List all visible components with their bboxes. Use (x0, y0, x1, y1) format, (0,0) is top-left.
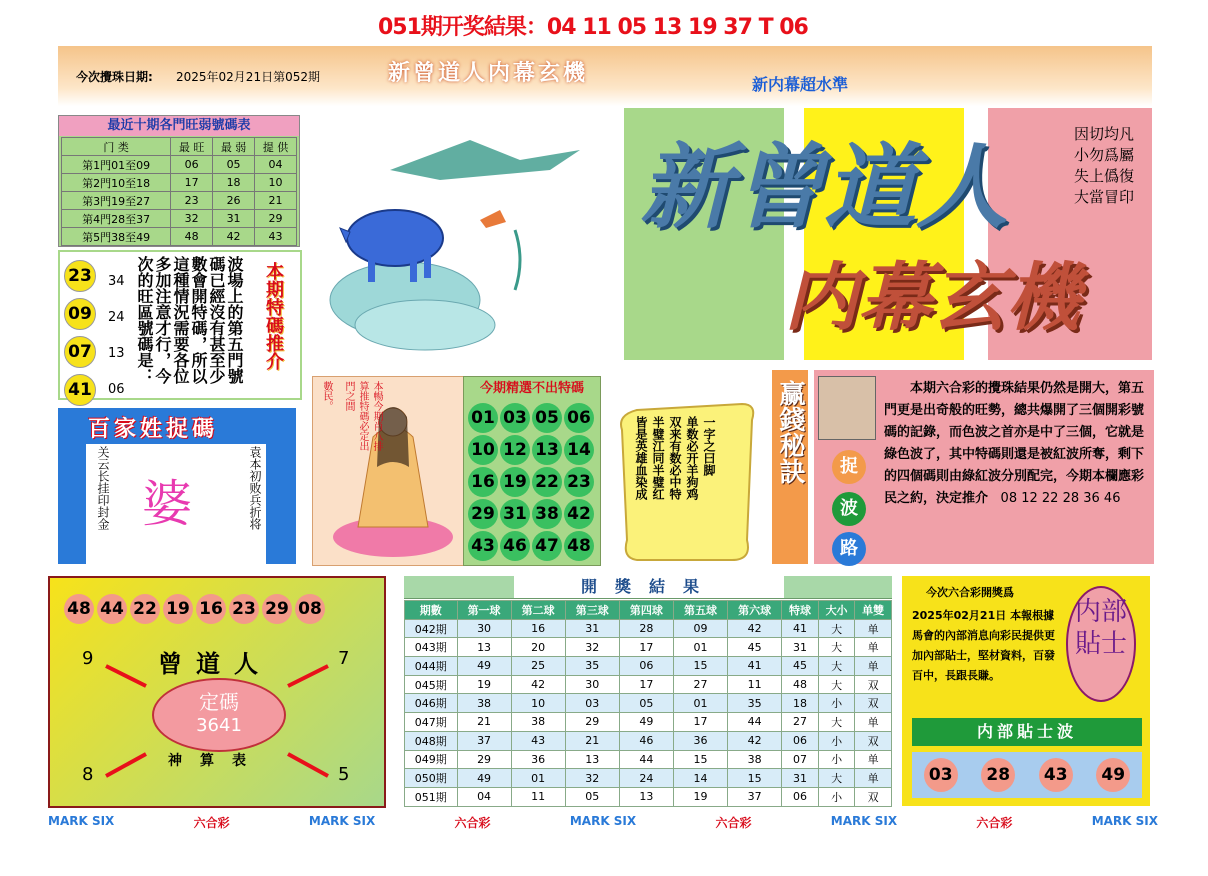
tip-number: 06 (108, 382, 125, 397)
pig-illustration (320, 130, 610, 360)
goddess-text-d: 數民。 (321, 381, 332, 411)
pick-ball: 06 (564, 403, 594, 433)
pick-ball: 22 (532, 467, 562, 497)
footer-item: 六合彩 (454, 816, 491, 830)
pick-panel (463, 376, 601, 566)
tip-number: 24 (108, 310, 125, 325)
pick-ball: 46 (500, 531, 530, 561)
table-row: 第4門28至37 32 31 29 (62, 210, 297, 228)
table-row: 043期 13 20 32 17 01 45 31 大 单 (405, 638, 892, 657)
results-table: 期數 第一球 第二球 第三球 第四球 第五球 第六球 特球 大小 单雙 042期 30 16 31 28 09 42 41 大 单 043期 13 20 32 17 01 45 31 大 单 044期 49 25 35 06 15 41 45 大 单 045期 19 42 30 17 27 11 48 大 双 046期 38 10 03 05 01 35 18 小 双 047期 21 38 29 49 17 44 27 大 单 048期 37 43 21 46 36 42 06 小 双 049期 29 36 13 44 15 38 07 小 单 050期 49 01 32 24 14 15 31 大 单 051期 04 11 05 13 19 37 06 小 双 (404, 600, 892, 807)
circle-3: 路 (832, 532, 866, 566)
win-text: 本期六合彩的攪珠結果仍然是開大，第五門更是出奇般的旺勢，總共爆開了三個開彩號碼的記錄，而色波之首亦是中了三個，它就是綠色波了，其中特碼則還是被紅波所奪，剩下的四個碼則由綠紅波分別配完，今期本欄應彩民之約，決定推介 08 12 22 28 36 46 (884, 381, 1145, 506)
insider-head: 今次六合彩開獎爲 (926, 586, 1014, 599)
surname-right: 袁本初败兵折将 (248, 446, 262, 530)
wave-ball: 49 (1096, 758, 1130, 792)
pick-ball: 38 (532, 499, 562, 529)
surname-title: 百家姓捉碼 (88, 417, 219, 442)
circle-2: 波 (832, 492, 866, 526)
goddess-text-a: 本暢今期肖八排 (371, 381, 382, 451)
corner-5: 5 (338, 764, 350, 785)
wave-box (912, 752, 1142, 798)
pick-ball: 19 (500, 467, 530, 497)
footer-item: 六合彩 (715, 816, 752, 830)
pick-ball: 23 (564, 467, 594, 497)
fixed-title: 曾道人 (158, 650, 272, 678)
wave-ball: 28 (981, 758, 1015, 792)
date-value: 2025年02月21日第052期 (176, 70, 320, 84)
table-row: 050期 49 01 32 24 14 15 31 大 单 (405, 769, 892, 788)
footer-item: MARK SIX (830, 814, 898, 828)
fixed-ball: 48 (64, 594, 94, 624)
tip-number: 13 (108, 346, 125, 361)
fixed-ball: 16 (196, 594, 226, 624)
table-row: 044期 49 25 35 06 15 41 45 大 单 (405, 657, 892, 676)
pick-ball: 29 (468, 499, 498, 529)
banner-poem: 因切均凡 小勿爲屬 失上僞復 大當冒印 (1074, 125, 1135, 206)
results-panel (404, 576, 892, 808)
date-label: 今次攪珠日期: (76, 70, 153, 84)
gate-table-panel (58, 115, 300, 247)
corner-8: 8 (82, 764, 94, 785)
footer-strip (48, 814, 1158, 830)
fixed-ball: 23 (229, 594, 259, 624)
table-row: 048期 37 43 21 46 36 42 06 小 双 (405, 731, 892, 750)
table-row: 第1門01至09 06 05 04 (62, 156, 297, 174)
table-row: 第5門38至49 48 42 43 (62, 228, 297, 246)
pick-ball: 03 (500, 403, 530, 433)
surname-left: 关云长挂印封金 (96, 446, 110, 530)
wave-ball: 03 (924, 758, 958, 792)
goddess-panel (312, 376, 464, 566)
wave-title: 内部貼士波 (912, 718, 1142, 746)
gate-table-title: 最近十期各門旺弱號碼表 (59, 116, 299, 136)
pick-ball: 16 (468, 467, 498, 497)
scroll-text: 一字之曰脚 单数必开羊狗鸡 双来有数必中特 半璧江同半璧红 皆是英雄血染成 (634, 416, 716, 500)
pick-ball: 01 (468, 403, 498, 433)
fixed-footer: 神算表 (168, 753, 264, 769)
table-row: 046期 38 10 03 05 01 35 18 小 双 (405, 694, 892, 713)
author-avatar (818, 376, 876, 440)
gate-table: 门 类 最 旺 最 弱 提 供 第1門01至09 06 05 04 第2門10至18 17 18 10 第3門19至27 23 26 21 第4門28至37 32 31 29 第5門38至49 48 42 43 (61, 137, 297, 246)
pick-ball: 42 (564, 499, 594, 529)
pick-title: 今期精選不出特碼 (479, 381, 584, 396)
pick-ball: 05 (532, 403, 562, 433)
fixed-ball: 22 (130, 594, 160, 624)
win-picks: 08 12 22 28 36 46 (1000, 491, 1121, 506)
tip-ball: 41 (64, 374, 96, 406)
fixed-ball: 29 (262, 594, 292, 624)
top-result: 051期开奖結果：04 11 05 13 19 37 T 06 (378, 15, 808, 40)
surname-panel (58, 408, 296, 564)
corner-9: 9 (82, 648, 94, 669)
tip-ball: 07 (64, 336, 96, 368)
wave-ball: 43 (1039, 758, 1073, 792)
header-title: 新曾道人内幕玄機 (388, 61, 589, 86)
goddess-text-c: 門之間 (343, 381, 354, 411)
footer-item: MARK SIX (569, 814, 637, 828)
insider-text-box: 2025年02月21日 本報根據馬會的內部消息向彩民提供更加內部貼士，堅材資料，百發百中，長跟長賺。 (912, 609, 1055, 682)
footer-item: MARK SIX (1091, 814, 1158, 828)
surname-char: 婆 (142, 475, 192, 533)
win-vertical: 赢錢秘訣 (772, 370, 808, 564)
tip-ball: 23 (64, 260, 96, 292)
goddess-image (313, 377, 463, 565)
pick-ball: 31 (500, 499, 530, 529)
pick-grid (464, 401, 600, 563)
header-bar (58, 46, 1152, 106)
table-row: 047期 21 38 29 49 17 44 27 大 单 (405, 713, 892, 732)
corner-7: 7 (338, 648, 350, 669)
table-row: 042期 30 16 31 28 09 42 41 大 单 (405, 619, 892, 638)
tip-text: 波場上的第五門號 碼已經沒有甚至少 數會開特碼，所以 這種情況需要各位 多加注意才行，今 次的旺區號碼是： (135, 256, 244, 384)
pick-ball: 13 (532, 435, 562, 465)
table-row: 045期 19 42 30 17 27 11 48 大 双 (405, 675, 892, 694)
insider-panel (902, 576, 1150, 806)
pick-ball: 10 (468, 435, 498, 465)
tip-ball: 09 (64, 298, 96, 330)
table-row: 049期 29 36 13 44 15 38 07 小 单 (405, 750, 892, 769)
pick-ball: 47 (532, 531, 562, 561)
footer-item: 六合彩 (976, 816, 1013, 830)
results-title: 開獎結果 (514, 576, 784, 598)
table-row: 第3門19至27 23 26 21 (62, 192, 297, 210)
pick-ball: 12 (500, 435, 530, 465)
header-subtitle: 新内幕超水準 (752, 75, 849, 94)
footer-item: 六合彩 (193, 816, 230, 830)
fixed-ball: 08 (295, 594, 325, 624)
banner-line2: 内幕玄機 (784, 255, 1080, 341)
fixed-ball: 44 (97, 594, 127, 624)
banner (624, 108, 1152, 360)
insider-date: 2025年02月21日 (912, 609, 1007, 622)
table-row: 051期 04 11 05 13 19 37 06 小 双 (405, 787, 892, 806)
fixed-code-panel (48, 576, 386, 808)
footer-item: MARK SIX (308, 814, 376, 828)
win-panel (814, 370, 1154, 564)
circle-1: 捉 (832, 450, 866, 484)
tip-number: 34 (108, 274, 125, 289)
pick-ball: 43 (468, 531, 498, 561)
special-tips-panel (58, 250, 302, 400)
banner-line1: 新曾道人 (640, 134, 1009, 241)
insider-badge: 内部貼士 (1066, 586, 1136, 702)
goddess-text-b: 算推特碼必定出 (357, 381, 368, 451)
fixed-label: 定碼 (199, 690, 239, 714)
tip-side-title: 本期特碼推介 (263, 262, 284, 370)
footer-item: MARK SIX (48, 814, 115, 828)
table-row: 第2門10至18 17 18 10 (62, 174, 297, 192)
fixed-oval (152, 678, 286, 752)
fixed-ball: 19 (163, 594, 193, 624)
pick-ball: 14 (564, 435, 594, 465)
scroll-panel (612, 390, 762, 566)
pick-ball: 48 (564, 531, 594, 561)
fixed-code: 3641 (196, 715, 242, 736)
